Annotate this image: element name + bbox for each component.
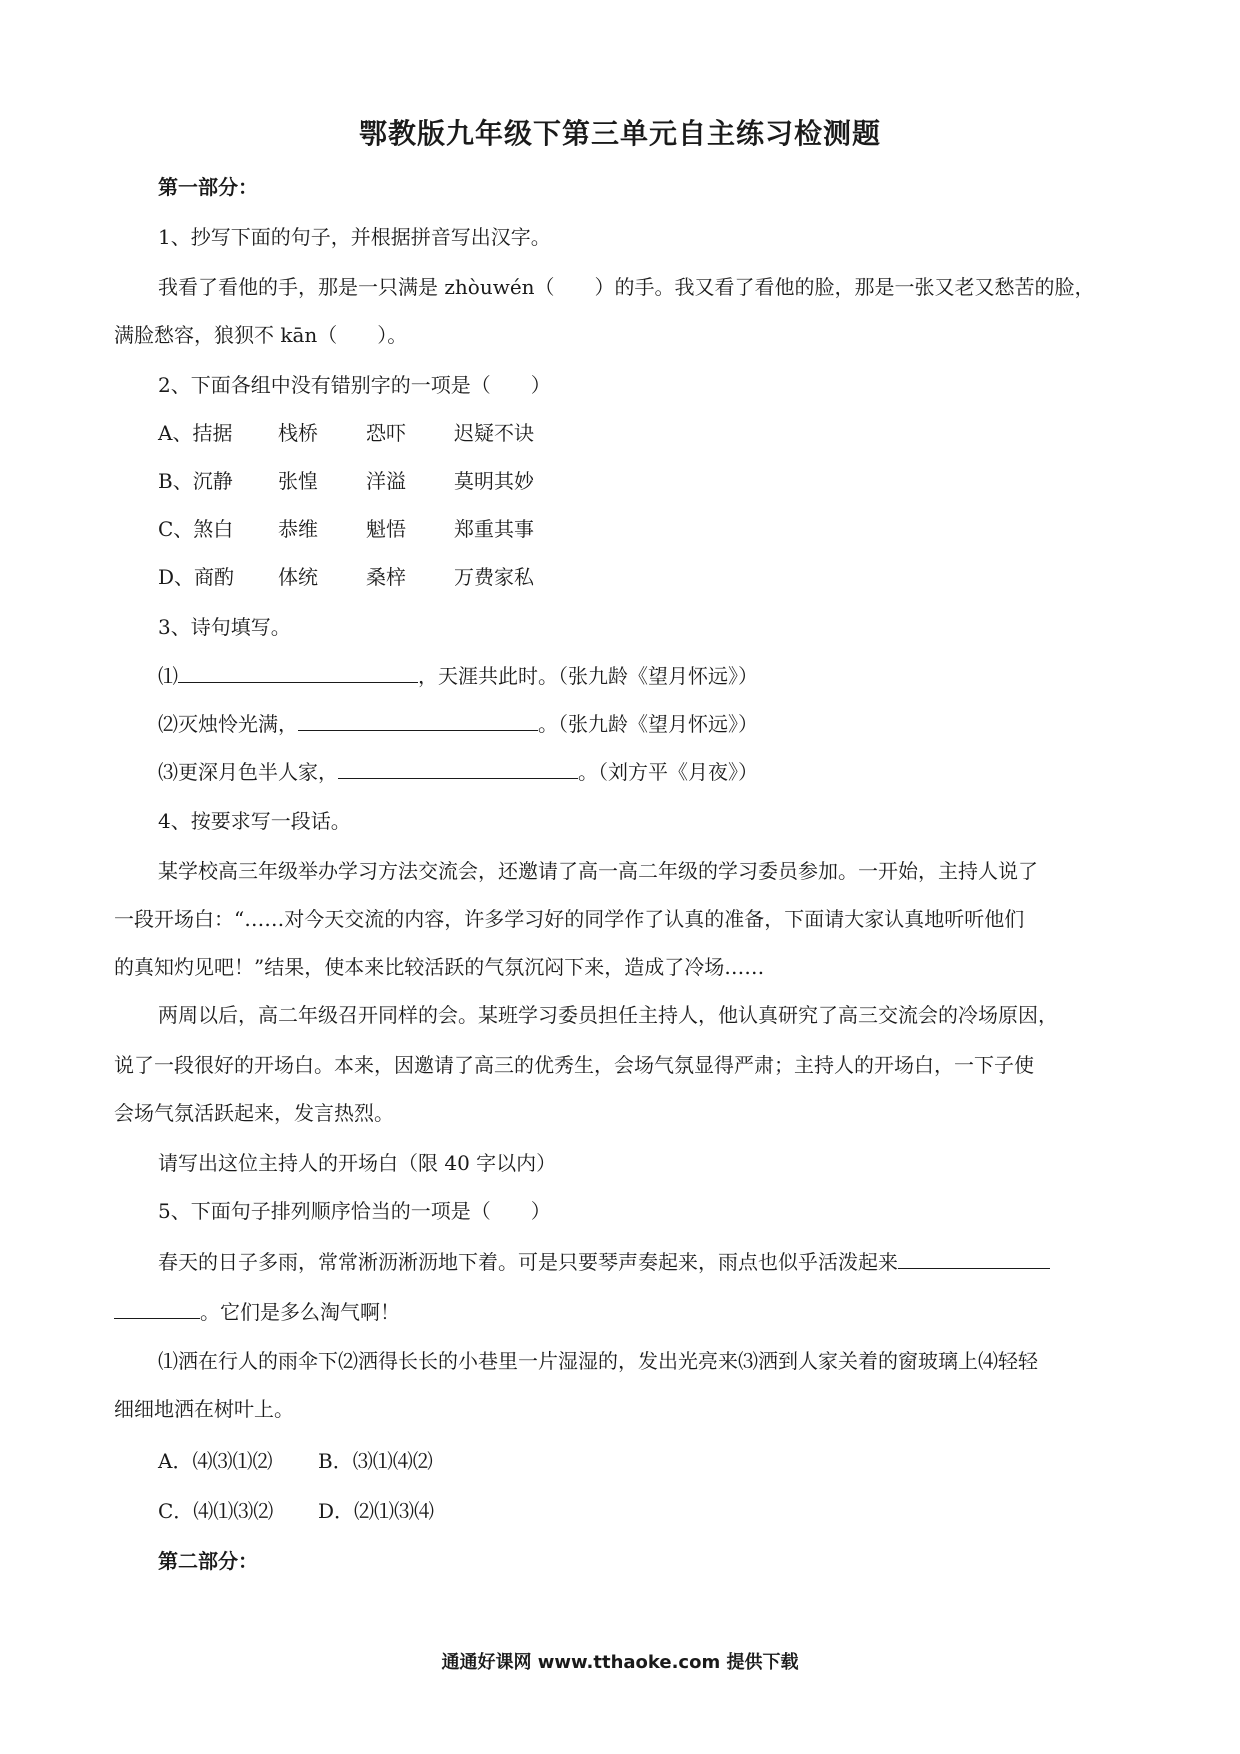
q3-poem-1 [158, 660, 758, 691]
option-word: 迟疑不诀 [454, 421, 534, 445]
poem-prefix: ⑵灭烛怜光满， [158, 712, 298, 736]
option-word: C、煞白 [158, 517, 234, 541]
page-title: 鄂教版九年级下第三单元自主练习检测题 [358, 117, 881, 150]
option-word: A、拮据 [158, 421, 233, 445]
part2-heading: 第二部分： [158, 1549, 258, 1573]
q5-option-b: B．⑶⑴⑷⑵ [318, 1449, 433, 1473]
q1-text-line1: 我看了看他的手，那是一只满是 zhòuwén（ ）的手。我又看了看他的脸，那是一张又老又愁苦的脸， [158, 275, 1095, 299]
part1-heading: 第一部分： [158, 175, 258, 199]
q5-order-line2: 细细地洒在树叶上。 [114, 1397, 294, 1421]
q5-option-a: A．⑷⑶⑴⑵ [158, 1449, 273, 1473]
q4-para1-line2: 一段开场白：“……对今天交流的内容，许多学习好的同学作了认真的准备，下面请大家认真地听听他们 [114, 907, 1025, 931]
q3-stem: 3、诗句填写。 [158, 615, 291, 639]
option-word: 桑梓 [366, 565, 406, 589]
poem-suffix: 。（刘方平《月夜》） [578, 760, 758, 784]
q2-option-d [158, 562, 534, 592]
option-word: 郑重其事 [454, 517, 534, 541]
option-word: 魁悟 [366, 517, 406, 541]
q2-option-c [158, 514, 534, 544]
poem-suffix: 。（张九龄《望月怀远》） [538, 712, 758, 736]
q4-stem: 4、按要求写一段话。 [158, 809, 351, 833]
q5-text-line2 [114, 1296, 400, 1327]
poem-prefix: ⑴ [158, 664, 178, 688]
poem-prefix: ⑶更深月色半人家， [158, 760, 338, 784]
q2-option-a [158, 418, 534, 448]
q1-stem: 1、抄写下面的句子，并根据拼音写出汉字。 [158, 225, 551, 249]
option-word: 恐吓 [366, 421, 406, 445]
q5-option-d: D．⑵⑴⑶⑷ [318, 1499, 435, 1523]
option-word: 栈桥 [278, 421, 318, 445]
q1-text-line2: 满脸愁容，狼狈不 kān（ ）。 [114, 323, 408, 347]
page-footer: 通通好课网 www.tthaoke.com 提供下载 [441, 1652, 799, 1673]
q2-stem: 2、下面各组中没有错别字的一项是（ ） [158, 373, 551, 397]
q5-options-ab [158, 1446, 433, 1476]
option-word: 恭维 [278, 517, 318, 541]
fill-blank-1[interactable] [178, 660, 418, 683]
option-word: 洋溢 [366, 469, 406, 493]
option-word: D、商酌 [158, 565, 235, 589]
q2-option-b [158, 466, 534, 496]
q4-para2-line2: 说了一段很好的开场白。本来，因邀请了高三的优秀生，会场气氛显得严肃；主持人的开场白，一下子使 [114, 1053, 1034, 1077]
fill-blank-5[interactable] [114, 1296, 200, 1319]
q3-poem-2 [158, 708, 758, 739]
fill-blank-4[interactable] [898, 1246, 1050, 1269]
fill-blank-3[interactable] [338, 756, 578, 779]
q5-stem: 5、下面句子排列顺序恰当的一项是（ ） [158, 1199, 551, 1223]
q5-order-line1: ⑴洒在行人的雨伞下⑵洒得长长的小巷里一片湿湿的，发出光亮来⑶洒到人家关着的窗玻璃上⑷轻轻 [158, 1349, 1038, 1373]
q5-text: 春天的日子多雨，常常淅沥淅沥地下着。可是只要琴声奏起来，雨点也似乎活泼起来 [158, 1250, 898, 1274]
q5-text-end: 。它们是多么淘气啊！ [200, 1300, 400, 1324]
q5-text-line1 [158, 1246, 1050, 1277]
q5-option-c: C．⑷⑴⑶⑵ [158, 1499, 274, 1523]
poem-suffix: ，天涯共此时。（张九龄《望月怀远》） [418, 664, 758, 688]
q4-para1-line3: 的真知灼见吧！”结果，使本来比较活跃的气氛沉闷下来，造成了冷场…… [114, 955, 765, 979]
option-word: 体统 [278, 565, 318, 589]
q4-para2-line3: 会场气氛活跃起来，发言热烈。 [114, 1101, 394, 1125]
q4-request: 请写出这位主持人的开场白（限 40 字以内） [158, 1151, 557, 1175]
q4-para2-line1: 两周以后，高二年级召开同样的会。某班学习委员担任主持人，他认真研究了高三交流会的冷场原因， [158, 1003, 1058, 1027]
option-word: 万费家私 [454, 565, 534, 589]
option-word: 张惶 [278, 469, 318, 493]
q4-para1-line1: 某学校高三年级举办学习方法交流会，还邀请了高一高二年级的学习委员参加。一开始，主持人说了 [158, 859, 1038, 883]
option-word: B、沉静 [158, 469, 233, 493]
q3-poem-3 [158, 756, 758, 787]
option-word: 莫明其妙 [454, 469, 534, 493]
fill-blank-2[interactable] [298, 708, 538, 731]
q5-options-cd [158, 1496, 434, 1526]
